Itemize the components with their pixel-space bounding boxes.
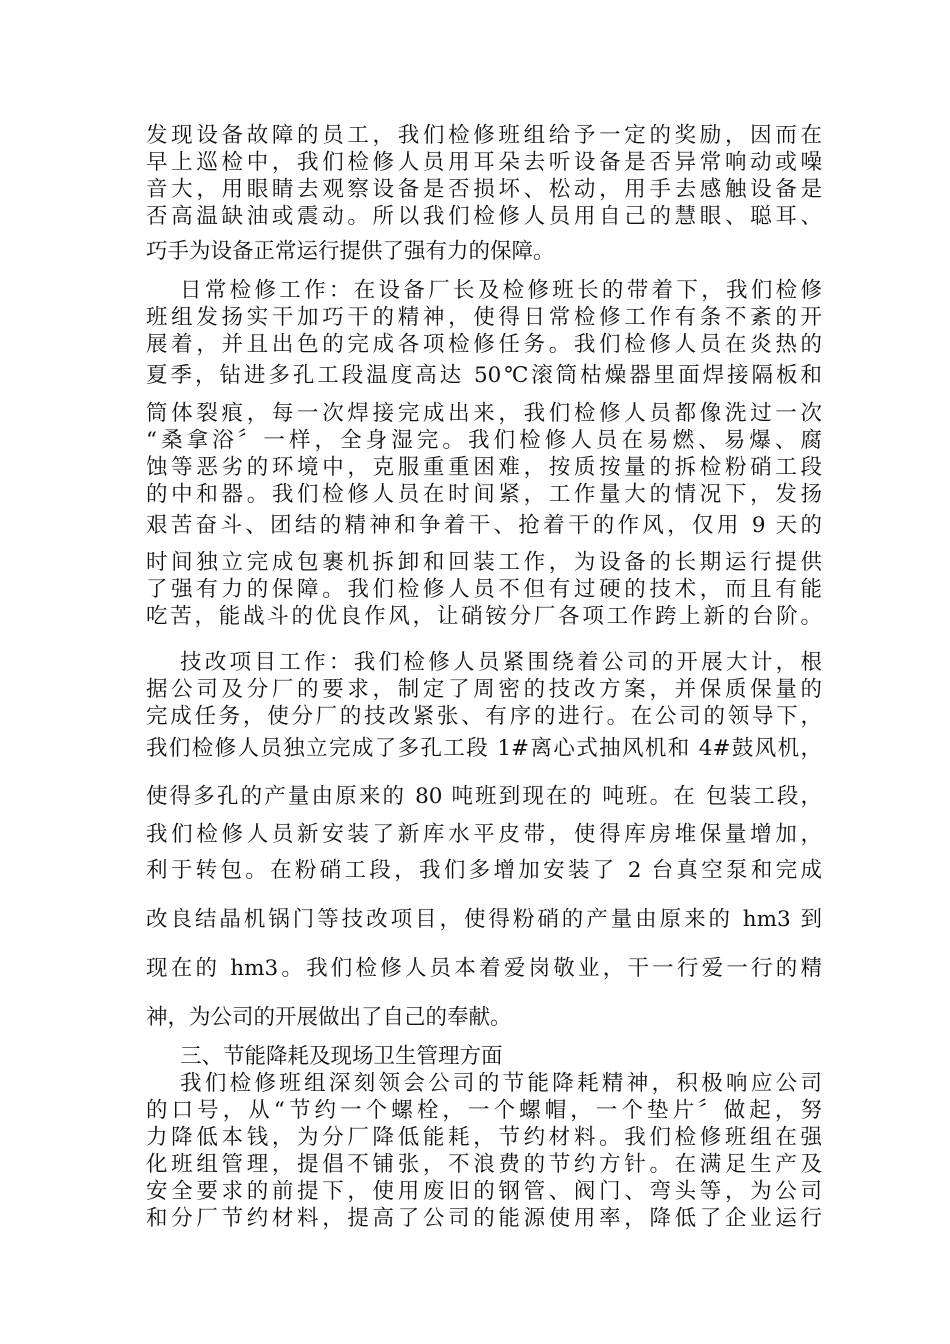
text-line: 安全要求的前提下，使用废旧的钢管、阀门、弯头等，为公司 — [146, 1179, 822, 1204]
text-line: 音大，用眼睛去观察设备是否损坏、松动，用手去感触设备是 — [146, 177, 822, 202]
text-line: 现在的 hm3。我们检修人员本着爱岗敬业，干一行爱一行的精 — [146, 956, 822, 981]
text-line: 据公司及分厂的要求，制定了周密的技改方案，并保质保量的 — [146, 677, 822, 702]
text-line: 吃苦，能战斗的优良作风，让硝铵分厂各项工作跨上新的台阶。 — [146, 604, 822, 629]
text-line: 艰苦奋斗、团结的精神和争着干、抢着干的作风，仅用 9 天的 — [146, 513, 822, 538]
text-line: 筒体裂痕，每一次焊接完成出来，我们检修人员都像洗过一次 — [146, 401, 822, 426]
text-line: 和分厂节约材料，提高了公司的能源使用率，降低了企业运行 — [146, 1206, 822, 1231]
text-line: 化班组管理，提倡不铺张，不浪费的节约方针。在满足生产及 — [146, 1152, 822, 1177]
section-heading: 三、节能降耗及现场卫生管理方面 — [180, 1044, 503, 1069]
paragraph-start-line: 日常检修工作：在设备厂长及检修班长的带着下，我们检修 — [180, 278, 822, 303]
text-line: 否高温缺油或震动。所以我们检修人员用自己的慧眼、聪耳、 — [146, 204, 822, 229]
text-line: 力降低本钱，为分厂降低能耗，节约材料。我们检修班组在强 — [146, 1125, 822, 1150]
text-line: 蚀等恶劣的环境中，克服重重困难，按质按量的拆检粉硝工段 — [146, 455, 822, 480]
text-line: 夏季，钻进多孔工段温度高达 50℃滚筒枯燥器里面焊接隔板和 — [146, 363, 822, 388]
text-line: 完成任务，使分厂的技改紧张、有序的进行。在公司的领导下， — [146, 704, 822, 729]
paragraph-start-line: 技改项目工作：我们检修人员紧围绕着公司的开展大计，根 — [180, 650, 822, 675]
text-line: 的口号，从“节约一个螺栓，一个螺帽，一个垫片〞做起，努 — [146, 1098, 822, 1123]
text-line: 了强有力的保障。我们检修人员不但有过硬的技术，而且有能 — [146, 577, 822, 602]
text-line: 发现设备故障的员工，我们检修班组给予一定的奖励，因而在 — [146, 123, 822, 148]
text-line: “桑拿浴〞一样，全身湿完。我们检修人员在易燃、易爆、腐 — [146, 428, 822, 453]
text-line: 时间独立完成包裹机拆卸和回装工作，为设备的长期运行提供 — [146, 550, 822, 575]
text-line: 的中和器。我们检修人员在时间紧，工作量大的情况下，发扬 — [146, 482, 822, 507]
text-line: 早上巡检中，我们检修人员用耳朵去听设备是否异常响动或噪 — [146, 150, 822, 175]
text-line: 我们检修人员新安装了新库水平皮带，使得库房堆保量增加， — [146, 822, 822, 847]
text-line: 班组发扬实干加巧干的精神，使得日常检修工作有条不紊的开 — [146, 305, 822, 330]
text-line: 我们检修人员独立完成了多孔工段 1#离心式抽风机和 4#鼓风机， — [146, 736, 822, 761]
text-line: 展着，并且出色的完成各项检修任务。我们检修人员在炎热的 — [146, 332, 822, 357]
text-line: 巧手为设备正常运行提供了强有力的保障。 — [146, 239, 555, 264]
text-line: 改良结晶机锅门等技改项目，使得粉硝的产量由原来的 hm3 到 — [146, 907, 822, 932]
paragraph-start-line: 我们检修班组深刻领会公司的节能降耗精神，积极响应公司 — [180, 1071, 822, 1096]
text-line: 使得多孔的产量由原来的 80 吨班到现在的 吨班。在 包装工段， — [146, 784, 822, 809]
text-line: 神，为公司的开展做出了自己的奉献。 — [146, 1005, 512, 1030]
text-line: 利于转包。在粉硝工段，我们多增加安装了 2 台真空泵和完成 — [146, 858, 822, 883]
